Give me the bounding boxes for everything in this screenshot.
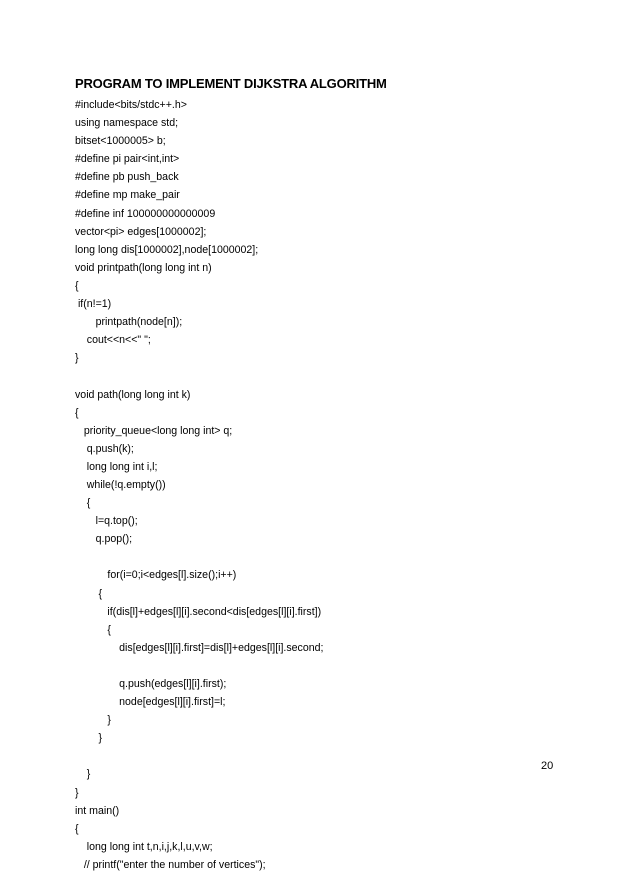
code-line: int main() bbox=[75, 804, 120, 817]
code-line: } bbox=[75, 768, 91, 781]
code-line: node[edges[l][i].first]=l; bbox=[75, 696, 226, 709]
code-line: q.push(k); bbox=[75, 442, 134, 455]
code-line bbox=[75, 657, 575, 675]
code-line: void printpath(long long int n) bbox=[75, 261, 212, 274]
code-line: if(n!=1) bbox=[75, 298, 112, 311]
code-line: priority_queue<long long int> q; bbox=[75, 424, 233, 437]
code-line: } bbox=[75, 786, 79, 799]
code-line: long long dis[1000002],node[1000002]; bbox=[75, 243, 259, 256]
code-line: { bbox=[75, 279, 79, 292]
code-line: q.push(edges[l][i].first); bbox=[75, 678, 227, 690]
code-line: #define pb push_back bbox=[75, 171, 179, 184]
code-line: void path(long long int k) bbox=[75, 388, 191, 401]
page-number: 20 bbox=[541, 760, 554, 772]
code-line: dis[edges[l][i].first]=dis[l]+edges[l][i].second; bbox=[75, 641, 324, 654]
code-line: bitset<1000005> b; bbox=[75, 135, 166, 148]
code-line: q.pop(); bbox=[75, 533, 133, 546]
code-line: // printf("enter the number of vertices"); bbox=[75, 858, 266, 871]
code-line: #define pi pair<int,int> bbox=[75, 153, 180, 166]
code-line: vector<pi> edges[1000002]; bbox=[75, 225, 207, 238]
code-line bbox=[75, 367, 575, 385]
code-line: long long int t,n,i,j,k,l,u,v,w; bbox=[75, 840, 213, 853]
code-line: } bbox=[75, 732, 103, 745]
code-line bbox=[75, 747, 575, 765]
code-line: for(i=0;i<edges[l].size();i++) bbox=[75, 569, 237, 582]
code-line: l=q.top(); bbox=[75, 515, 138, 528]
code-line: { bbox=[75, 587, 103, 600]
code-line: printpath(node[n]); bbox=[75, 316, 183, 329]
code-line: { bbox=[75, 406, 79, 419]
code-line: { bbox=[75, 497, 91, 510]
code-block bbox=[75, 96, 575, 874]
code-line: while(!q.empty()) bbox=[75, 478, 166, 491]
code-line: long long int i,l; bbox=[75, 460, 158, 473]
code-line: if(dis[l]+edges[l][i].second<dis[edges[l][i].first]) bbox=[75, 605, 322, 618]
code-line bbox=[75, 548, 575, 566]
code-line: #include<bits/stdc++.h> bbox=[75, 99, 187, 111]
code-line: using namespace std; bbox=[75, 117, 179, 130]
code-line: cout<<n<<" "; bbox=[75, 334, 151, 347]
code-line: #define mp make_pair bbox=[75, 189, 180, 202]
code-line: #define inf 100000000000009 bbox=[75, 207, 216, 220]
code-line: } bbox=[75, 352, 79, 365]
code-line: } bbox=[75, 714, 111, 727]
code-line: { bbox=[75, 822, 79, 835]
document-title: PROGRAM TO IMPLEMENT DIJKSTRA ALGORITHM bbox=[75, 76, 387, 91]
code-line: { bbox=[75, 623, 111, 636]
